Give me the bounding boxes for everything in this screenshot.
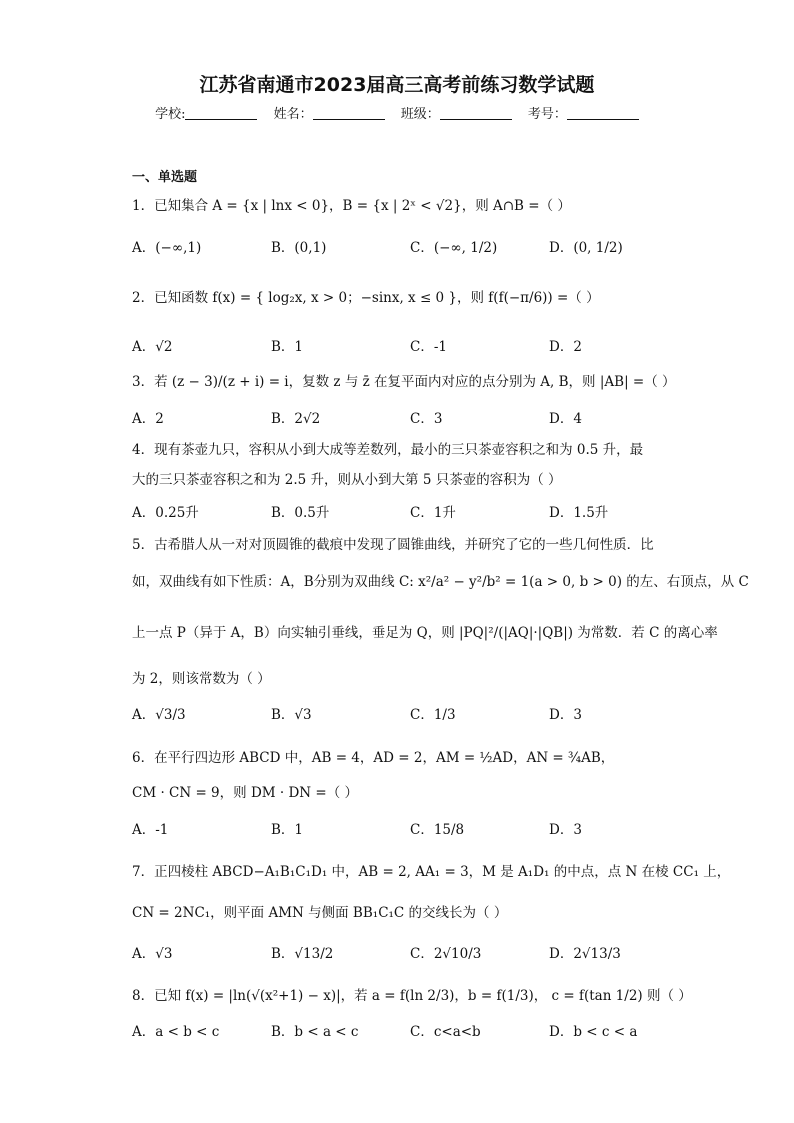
q5-option-b[interactable]: B．√3 bbox=[271, 707, 312, 723]
school-label: 学校: bbox=[155, 107, 186, 122]
q7-option-b[interactable]: B．√13/2 bbox=[271, 946, 334, 962]
class-blank[interactable] bbox=[440, 107, 512, 120]
question-5-stem-line-3: 上一点 P（异于 A，B）向实轴引垂线，垂足为 Q，则 |PQ|²/(|AQ|·|QB|) 为常数．若 C 的离心率 bbox=[132, 625, 718, 641]
question-4-stem-line-2: 大的三只茶壶容积之和为 2.5 升，则从小到大第 5 只茶壶的容积为（ ） bbox=[132, 472, 562, 488]
q2-option-d[interactable]: D．2 bbox=[549, 339, 582, 355]
question-7-stem-line-1: 7．正四棱柱 ABCD−A₁B₁C₁D₁ 中，AB = 2, AA₁ = 3，M 是 A₁D₁ 的中点，点 N 在棱 CC₁ 上， bbox=[132, 864, 731, 880]
question-5-stem-line-2: 如，双曲线有如下性质：A，B分别为双曲线 C: x²/a² − y²/b² = 1(a > 0, b > 0) 的左、右顶点，从 C bbox=[132, 574, 749, 590]
id-field[interactable] bbox=[528, 107, 639, 122]
q7-option-c[interactable]: C．2√10/3 bbox=[410, 946, 482, 962]
page-title: 江苏省南通市2023届高三高考前练习数学试题 bbox=[199, 74, 595, 96]
q5-option-d[interactable]: D．3 bbox=[549, 707, 582, 723]
question-6-stem-line-2: CM · CN = 9，则 DM · DN =（ ） bbox=[132, 785, 358, 801]
q7-option-d[interactable]: D．2√13/3 bbox=[549, 946, 621, 962]
q1-option-c[interactable]: C．(−∞, 1/2) bbox=[410, 240, 498, 256]
q8-option-d[interactable]: D．b < c < a bbox=[549, 1024, 638, 1040]
q7-option-a[interactable]: A．√3 bbox=[132, 946, 173, 962]
q3-option-c[interactable]: C．3 bbox=[410, 411, 443, 427]
question-3-stem: 3．若 (z − 3)/(z + i) = i，复数 z 与 z̄ 在复平面内对应的点分别为 A, B，则 |AB| =（ ） bbox=[132, 374, 676, 390]
q8-option-b[interactable]: B．b < a < c bbox=[271, 1024, 359, 1040]
q4-option-a[interactable]: A．0.25升 bbox=[132, 505, 199, 521]
q2-option-b[interactable]: B．1 bbox=[271, 339, 304, 355]
class-field[interactable] bbox=[401, 107, 512, 122]
q8-option-a[interactable]: A．a < b < c bbox=[132, 1024, 220, 1040]
question-4-stem-line-1: 4．现有茶壶九只，容积从小到大成等差数列，最小的三只茶壶容积之和为 0.5 升，最 bbox=[132, 442, 644, 458]
q6-option-b[interactable]: B．1 bbox=[271, 822, 304, 838]
q3-option-a[interactable]: A．2 bbox=[132, 411, 164, 427]
q1-option-a[interactable]: A．(−∞,1) bbox=[132, 240, 202, 256]
q5-option-c[interactable]: C．1/3 bbox=[410, 707, 456, 723]
question-8-stem: 8．已知 f(x) = |ln(√(x²+1) − x)|，若 a = f(ln 2/3)，b = f(1/3)， c = f(tan 1/2) 则（ ） bbox=[132, 988, 692, 1004]
q4-option-c[interactable]: C．1升 bbox=[410, 505, 456, 521]
q3-option-b[interactable]: B．2√2 bbox=[271, 411, 321, 427]
q4-option-d[interactable]: D．1.5升 bbox=[549, 505, 609, 521]
name-label: 姓名： bbox=[273, 107, 313, 122]
section-title: 一、单选题 bbox=[132, 170, 198, 185]
id-blank[interactable] bbox=[567, 107, 639, 120]
school-field[interactable] bbox=[155, 107, 257, 122]
id-label: 考号： bbox=[527, 107, 567, 122]
q1-option-b[interactable]: B．(0,1) bbox=[271, 240, 327, 256]
q5-option-a[interactable]: A．√3/3 bbox=[132, 707, 186, 723]
question-1-stem: 1．已知集合 A = {x | lnx < 0}，B = {x | 2ˣ < √2}，则 A∩B =（ ） bbox=[132, 198, 571, 214]
school-blank[interactable] bbox=[185, 107, 257, 120]
q8-option-c[interactable]: C．c<a<b bbox=[410, 1024, 481, 1040]
name-blank[interactable] bbox=[313, 107, 385, 120]
student-info-row bbox=[0, 103, 794, 122]
name-field[interactable] bbox=[274, 107, 385, 122]
question-6-stem-line-1: 6．在平行四边形 ABCD 中，AB = 4，AD = 2，AM = ½AD，AN = ¾AB， bbox=[132, 750, 615, 766]
q6-option-a[interactable]: A．-1 bbox=[132, 822, 169, 838]
q6-option-c[interactable]: C．15/8 bbox=[410, 822, 465, 838]
question-5-stem-line-4: 为 2，则该常数为（ ） bbox=[132, 671, 271, 687]
q3-option-d[interactable]: D．4 bbox=[549, 411, 582, 427]
q2-option-a[interactable]: A．√2 bbox=[132, 339, 173, 355]
class-label: 班级： bbox=[400, 107, 440, 122]
q4-option-b[interactable]: B．0.5升 bbox=[271, 505, 330, 521]
q6-option-d[interactable]: D．3 bbox=[549, 822, 582, 838]
q2-option-c[interactable]: C．-1 bbox=[410, 339, 447, 355]
question-2-stem: 2．已知函数 f(x) = { log₂x, x > 0；−sinx, x ≤ 0 }，则 f(f(−π/6)) =（ ） bbox=[132, 290, 600, 306]
question-5-stem-line-1: 5．古希腊人从一对对顶圆锥的截痕中发现了圆锥曲线，并研究了它的一些几何性质．比 bbox=[132, 537, 654, 553]
question-7-stem-line-2: CN = 2NC₁，则平面 AMN 与侧面 BB₁C₁C 的交线长为（ ） bbox=[132, 905, 508, 921]
q1-option-d[interactable]: D．(0, 1/2) bbox=[549, 240, 623, 256]
